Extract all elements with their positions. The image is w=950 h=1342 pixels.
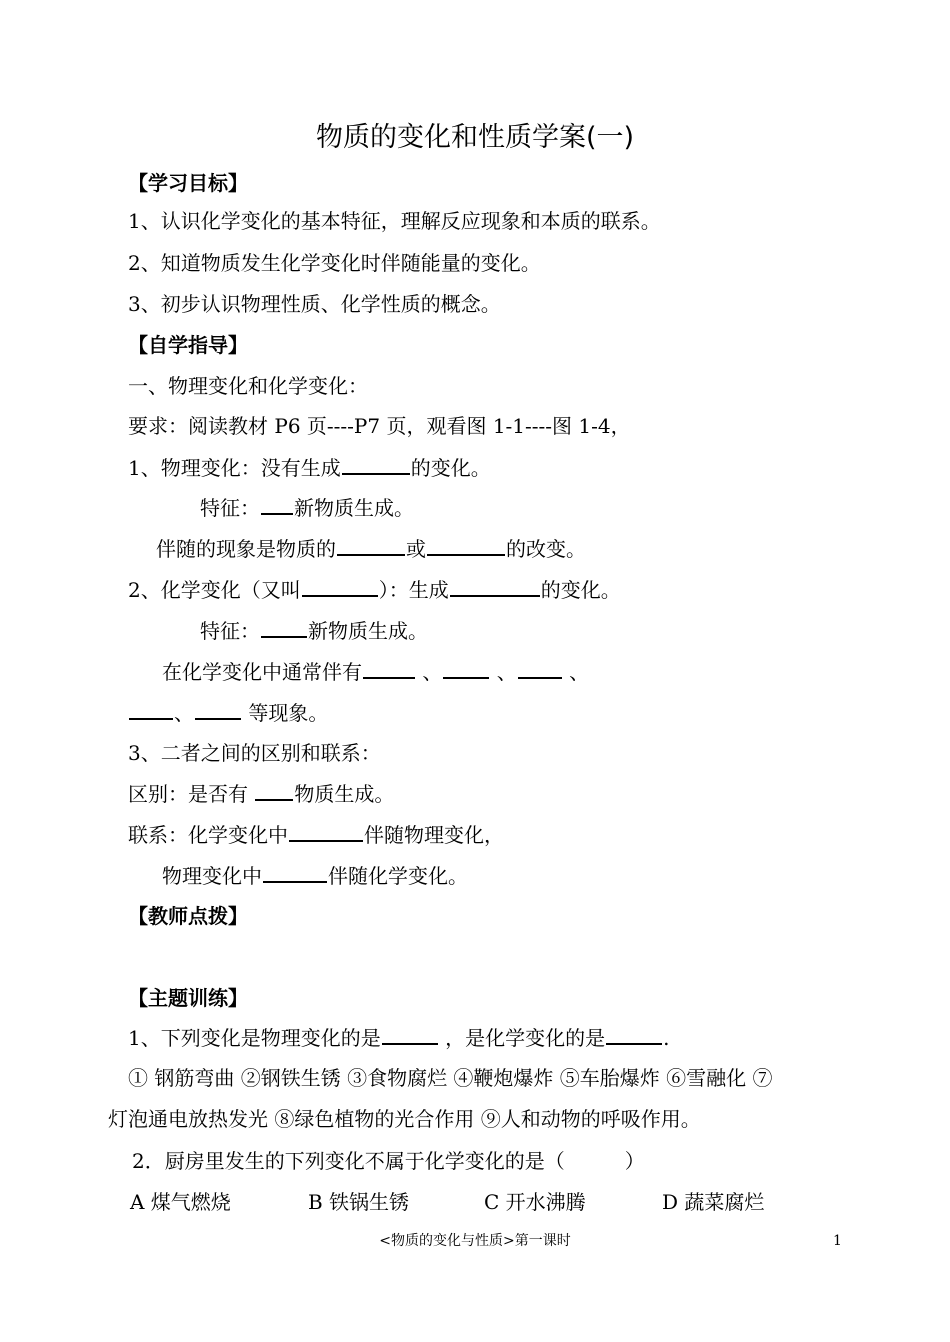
fill-blank[interactable] [518, 658, 562, 679]
question-1-options: ① 钢筋弯曲 ②钢铁生锈 ③食物腐烂 ④鞭炮爆炸 ⑤车胎爆炸 ⑥雪融化 ⑦ [128, 1066, 773, 1090]
option-b: B 铁锅生锈 [308, 1190, 410, 1214]
text-segment: 物理变化中 [162, 864, 262, 888]
text-segment: 的变化。 [410, 456, 491, 480]
text-segment: 、 [422, 660, 443, 684]
fill-blank[interactable] [255, 780, 293, 801]
text-segment: 2、化学变化（又叫 [128, 578, 301, 602]
option-a: A 煤气燃烧 [130, 1190, 231, 1214]
difference-line [128, 780, 394, 807]
connection-line-2 [162, 862, 468, 889]
fill-blank[interactable] [289, 821, 363, 842]
physical-phenomenon-line [156, 535, 586, 562]
option-d: D 蔬菜腐烂 [662, 1190, 765, 1214]
text-segment: 、 [496, 660, 517, 684]
physical-feature-line [200, 494, 414, 521]
fill-blank[interactable] [382, 1024, 438, 1045]
text-segment: 1、下列变化是物理变化的是 [128, 1026, 381, 1050]
text-segment: 或 [406, 537, 426, 561]
chemical-phenomenon-line [162, 658, 589, 685]
text-segment: 特征： [200, 619, 260, 643]
text-segment: 特征： [200, 496, 260, 520]
text-segment: 等现象。 [248, 701, 329, 725]
text-segment: 伴随化学变化。 [328, 864, 468, 888]
objective-item: 2、知道物质发生化学变化时伴随能量的变化。 [128, 251, 541, 275]
chemical-change-line [128, 576, 621, 603]
text-segment: 、 [569, 660, 590, 684]
text-segment: 伴随物理变化， [364, 823, 504, 847]
fill-blank[interactable] [129, 699, 173, 720]
text-segment: 的改变。 [506, 537, 586, 561]
text-segment: 区别：是否有 [128, 782, 248, 806]
page-title: 物质的变化和性质学案(一) [315, 122, 635, 153]
text-segment: 物质生成。 [294, 782, 395, 806]
fill-blank[interactable] [443, 658, 489, 679]
text-segment: 联系：化学变化中 [128, 823, 288, 847]
text-segment: 新物质生成。 [308, 619, 428, 643]
question-1-options-cont: 灯泡通电放热发光 ⑧绿色植物的光合作用 ⑨人和动物的呼吸作用。 [108, 1107, 701, 1131]
requirement-text: 要求：阅读教材 P6 页----P7 页，观看图 1-1----图 1-4， [128, 414, 631, 438]
physical-change-line [128, 454, 491, 481]
connection-line [128, 821, 504, 848]
fill-blank[interactable] [261, 617, 307, 638]
question-1 [128, 1024, 669, 1051]
text-segment: 的变化。 [540, 578, 621, 602]
fill-blank[interactable] [342, 454, 410, 475]
text-segment: ）：生成 [378, 578, 449, 602]
fill-blank[interactable] [606, 1024, 662, 1045]
objective-item: 1、认识化学变化的基本特征，理解反应现象和本质的联系。 [128, 209, 661, 233]
fill-blank[interactable] [302, 576, 378, 597]
section-title: 一、物理变化和化学变化： [128, 374, 368, 398]
text-segment: ，是化学变化的是 [445, 1026, 606, 1050]
fill-blank[interactable] [427, 535, 505, 556]
fill-blank[interactable] [195, 699, 241, 720]
page-footer: <物质的变化与性质>第一课时 [379, 1233, 571, 1249]
fill-blank[interactable] [337, 535, 405, 556]
fill-blank[interactable] [261, 494, 293, 515]
text-segment: 在化学变化中通常伴有 [162, 660, 362, 684]
text-segment: 、 [174, 701, 194, 725]
objectives-heading: 【学习目标】 [128, 171, 248, 195]
training-heading: 【主题训练】 [128, 986, 248, 1010]
fill-blank[interactable] [363, 658, 415, 679]
text-segment: 伴随的现象是物质的 [156, 537, 336, 561]
text-segment: 1、物理变化：没有生成 [128, 456, 341, 480]
page-number: 1 [833, 1233, 842, 1249]
difference-title: 3、二者之间的区别和联系： [128, 741, 381, 765]
teacher-heading: 【教师点拨】 [128, 904, 248, 928]
objective-item: 3、初步认识物理性质、化学性质的概念。 [128, 292, 501, 316]
question-2: 2．厨房里发生的下列变化不属于化学变化的是（ ） [132, 1149, 645, 1173]
chemical-phenomenon-cont [128, 699, 328, 726]
chemical-feature-line [200, 617, 428, 644]
fill-blank[interactable] [263, 862, 327, 883]
option-c: C 开水沸腾 [484, 1190, 586, 1214]
guide-heading: 【自学指导】 [128, 333, 248, 357]
fill-blank[interactable] [450, 576, 540, 597]
text-segment: . [663, 1026, 670, 1050]
text-segment: 新物质生成。 [294, 496, 414, 520]
